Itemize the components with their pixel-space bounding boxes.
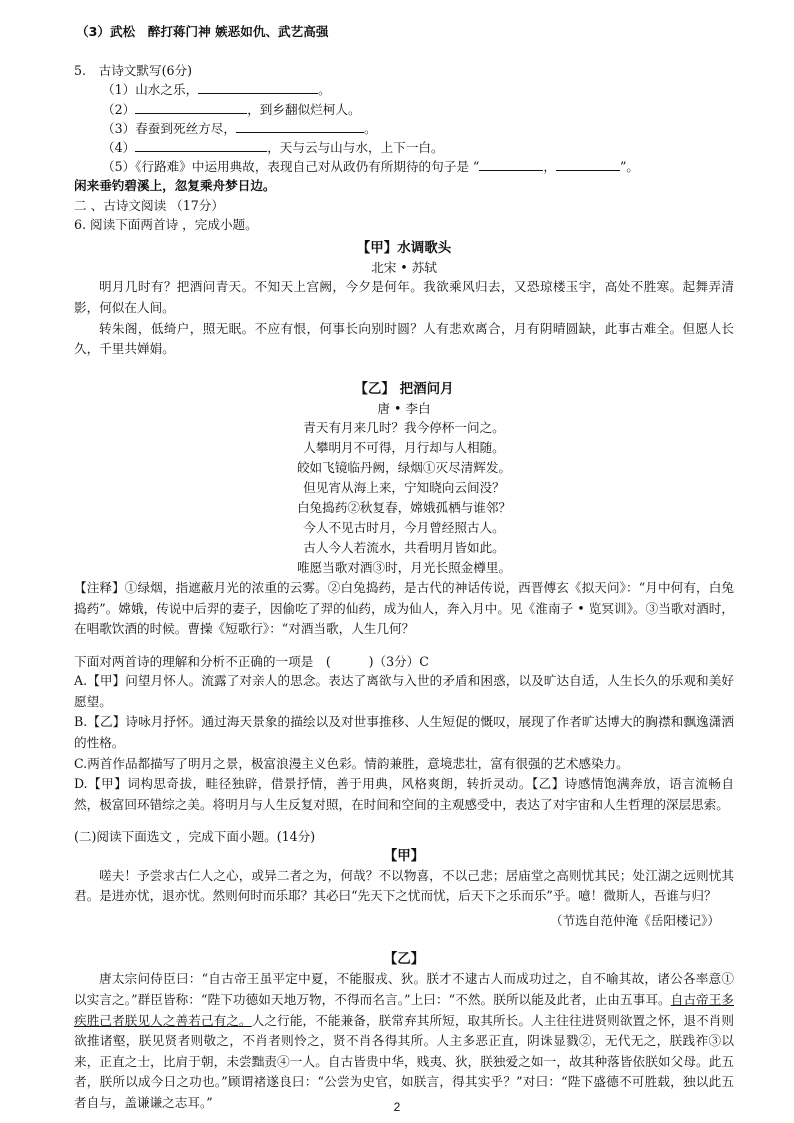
q5-item-4-text: （4） [102,140,136,156]
passage-yi-part-2: 人之行能，不能兼备，朕常弃其所短，取其所长。人主往往进贤则欲置之怀，退不肖则欲推诸壑，朕见贤者则敬之，不肖者则怜之，贤不肖各得其所。人主多恶正直，阴诛显戮②，无代无之，朕践祚③以来，正直之士，比肩于朝，未尝黜责④一人。自古皆贵中华，贱夷、狄，朕独爱之如一，故其种落皆依朕如父母。此五者，朕所以成今日之功也。”顾谓褚遂良曰：“公尝为史官，如朕言，得其实乎？”对曰：“陛下盛德不可胜载，独以此五者自与，盖谦谦之志耳。” [74,1012,735,1110]
answer-blank[interactable] [236,119,364,133]
mc-option-d: D.【甲】词构思奇拔，畦径独辟，借景抒情，善于用典，风格爽朗，转折灵动。【乙】诗感情饱满奔放，语言流畅自然，极富回环错综之美。将明月与人生反复对照，在时间和空间的主观感受中，表达了对宇宙和人生哲理的深层思索。 [74,776,734,812]
poem-line: 白兔捣药②秋复春，嫦娥孤栖与谁邻？ [296,500,512,516]
mc-stem: 下面对两首诗的理解和分析不正确的一项是 ( )（3分）C [74,654,429,669]
q5-item-4 [74,138,734,157]
q5-item-2-end: ，到乡翻似烂柯人。 [247,101,361,117]
passage-yi-label: 【乙】 [383,951,425,968]
passage-yi-part-1: 唐太宗问侍臣曰：“自古帝王虽平定中夏，不能服戎、狄。朕才不逮古人而成功过之，自不喻其故，诸公各率意①以实言之。”群臣皆称：“陛下功德如天地万物，不得而名言。”上曰：“不然。朕所以能及此者，止由五事耳。 [74,971,734,1007]
q5-item-3-end: 。 [363,120,377,136]
poem-line: 今人不见古时月，今月曾经照古人。 [303,520,505,536]
answer-blank[interactable] [135,138,267,152]
q5-item-2-text: （2） [102,101,136,117]
mc-option-a: A.【甲】问望月怀人。流露了对亲人的思念。表达了离欲与入世的矛盾和困惑，以及旷达自适，人生长久的乐观和美好愿望。 [74,673,734,709]
poem-yi-notes: 【注释】①绿烟，指遮蔽月光的浓重的云雾。②白兔捣药，是古代的神话传说，西晋傅玄《拟天问》：“月中何有，白兔捣药”。嫦娥，传说中后羿的妻子，因偷吃了羿的仙药，成为仙人，奔入月中。见《淮南子 • 览冥训》。③当歌对酒时，在唱歌饮酒的时候。曹操《短歌行》：“对酒当歌，人生几何？ [74,580,734,637]
section-b-heading: (二)阅读下面选文 ，完成下面小题。(14分) [74,829,316,845]
poem-line: 皎如飞镜临丹阙，绿烟①灭尽清辉发。 [296,460,512,476]
spacer [74,41,734,61]
poem-line: 古人今人若流水，共看明月皆如此。 [303,540,505,556]
poem-line: 唯愿当歌对酒③时，月光长照金樽里。 [296,560,512,576]
poem-line: 但见宵从海上来，宁知晓向云间没？ [303,480,505,496]
q6-prompt: 6. 阅读下面两首诗 ，完成小题。 [74,216,258,232]
mc-option-b: B.【乙】诗咏月抒怀。通过海天景象的描绘以及对世事推移、人生短促的慨叹，展现了作者旷达博大的胸襟和飘逸潇洒的性格。 [74,714,734,750]
worksheet-page [74,22,734,1114]
q5-item-3 [74,119,734,138]
answer-blank[interactable] [556,157,620,171]
q5-item-1 [74,80,734,99]
answer-blank[interactable] [479,157,543,171]
q5-item-5-end: ”。 [619,159,640,175]
passage-yi-text [74,969,734,1113]
q4-answer: （3）武松 醉打蒋门神 嫉恶如仇、武艺高强 [76,24,329,39]
spacer [74,815,734,827]
q5-item-5 [74,157,734,176]
poem-jia-para-1: 明月几时有？把酒问青天。不知天上宫阙，今夕是何年。我欲乘风归去，又恐琼楼玉宇，高处不胜寒。起舞弄清影，何似在人间。 [74,279,734,316]
passage-jia-source: （节选自范仲淹《岳阳楼记》） [549,912,720,928]
q5-item-2 [74,100,734,119]
q5-answer: 闲来垂钓碧溪上，忽复乘舟梦日边。 [74,178,276,194]
q5-item-4-end: ，天与云与山与水，上下一白。 [267,140,444,156]
passage-jia-text: 嗟夫！予尝求古仁人之心，或异二者之为，何哉？不以物喜，不以己悲；居庙堂之高则忧其民；处江湖之远则忧其君。是进亦忧，退亦忧。然则何时而乐耶？其必曰“先天下之忧而忧，后天下之乐而乐”乎。噫！微斯人，吾谁与归？ [74,867,734,904]
section-2-heading: 二 、古诗文阅读 （17分） [74,197,224,213]
answer-blank[interactable] [135,100,247,114]
poem-jia-author: 北宋 • 苏轼 [371,260,437,276]
q5-heading: 5. 古诗文默写(6分) [74,63,193,79]
passage-yi-underlined-sentence: 自古帝王多疾胜己者朕见人之善若己有之。 [74,991,735,1028]
q5-item-3-text: （3）春蚕到死丝方尽， [102,120,236,136]
q5-item-5-sep: ， [543,159,556,175]
poem-line: 青天有月来几时？我今停杯一问之。 [303,420,505,436]
q5-item-1-text: （1）山水之乐， [102,82,199,98]
answer-blank[interactable] [198,80,318,94]
poem-yi-body [74,418,734,578]
mc-option-c: C.两首作品都描写了明月之景，极富浪漫主义色彩。情韵兼胜，意境悲壮，富有很强的艺术感染力。 [74,755,629,771]
spacer [74,640,734,652]
spacer [74,930,734,950]
passage-jia-label: 【甲】 [383,847,425,864]
poem-yi-author: 唐 • 李白 [377,401,431,417]
spacer [74,360,734,380]
poem-jia-title: 【甲】水调歌头 [356,240,452,257]
poem-line: 人攀明月不可得，月行却与人相随。 [303,440,505,456]
q5-item-1-end: 。 [318,82,331,98]
page-number: 2 [393,1100,401,1114]
q5-item-5-text: （5）《行路难》中运用典故，表现自己对从政仍有所期待的句子是 “ [102,159,480,175]
poem-jia-para-2: 转朱阁，低绮户，照无眠。不应有恨，何事长向别时圆？人有悲欢离合，月有阴晴圆缺，此事古难全。但愿人长久，千里共婵娟。 [74,320,734,357]
poem-yi-title: 【乙】 把酒问月 [354,380,454,397]
